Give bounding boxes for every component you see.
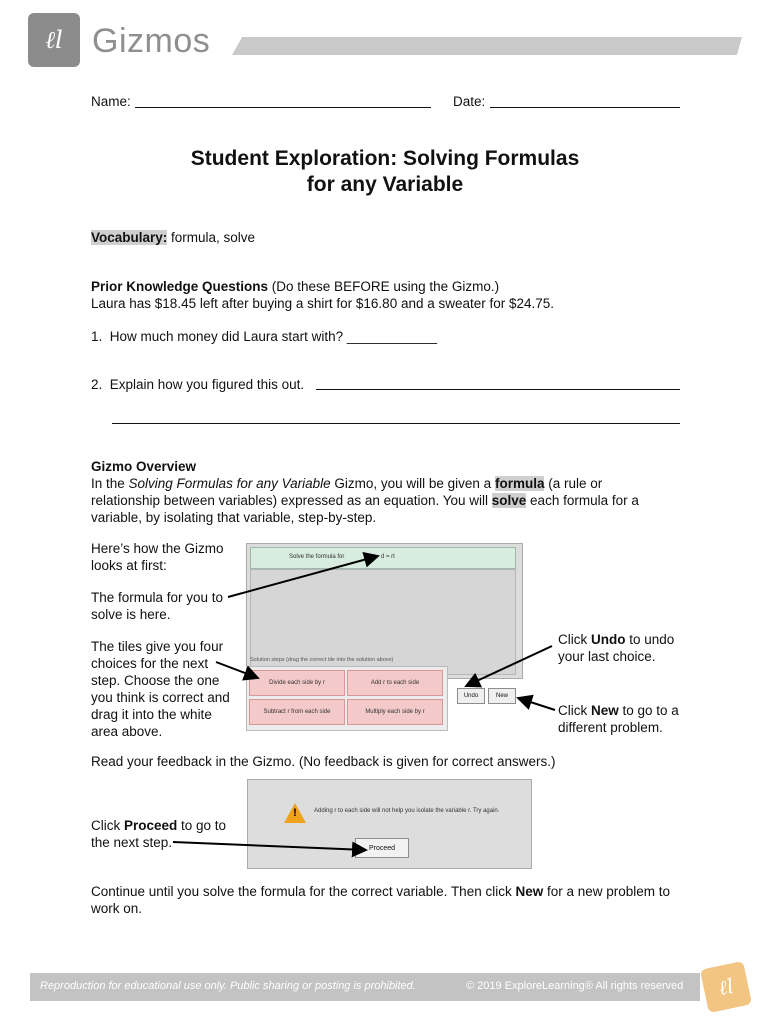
continue-text: Continue until you solve the formula for the correct variable. Then click xyxy=(91,884,516,899)
overview-text: each formula for a variable, by isolating that variable, step-by-step. xyxy=(91,493,639,525)
term-formula: formula xyxy=(494,476,545,491)
footer-logo-badge xyxy=(700,961,752,1013)
proceed-button[interactable]: Proceed xyxy=(355,838,409,858)
prior-heading: Prior Knowledge Questions xyxy=(91,279,269,294)
callout-text: to go to the next step. xyxy=(91,818,227,850)
overview-text: (a rule or relationship between variables) expressed as an equation. You will xyxy=(91,476,603,508)
logo-glyph: ℓl xyxy=(45,25,63,54)
callout-text: Click xyxy=(91,818,124,833)
badge-glyph: ℓl xyxy=(716,973,736,1000)
vocabulary-label: Vocabulary: xyxy=(91,230,168,245)
prior-scenario: Laura has $18.45 left after buying a shirt for $16.80 and a sweater for $24.75. xyxy=(91,296,555,311)
gizmo-name: Solving Formulas for any Variable xyxy=(128,476,331,491)
callout-text: to go to a different problem. xyxy=(558,703,679,735)
feedback-text: Adding r to each side will not help you isolate the variable r. Try again. xyxy=(314,808,500,814)
warning-mark: ! xyxy=(293,807,297,819)
arrow-to-proceed xyxy=(173,842,366,850)
solve-label: Solve the formula for xyxy=(289,554,345,560)
question-1: 1. How much money did Laura start with? ____________ xyxy=(91,329,437,344)
term-solve: solve xyxy=(491,493,527,508)
date-label: Date: xyxy=(453,94,486,109)
prior-note: (Do these BEFORE using the Gizmo.) xyxy=(268,279,500,294)
tile-add[interactable]: Add r to each side xyxy=(347,670,443,696)
feedback-instruction: Read your feedback in the Gizmo. (No feedback is given for correct answers.) xyxy=(91,754,556,769)
proceed-word: Proceed xyxy=(124,818,178,833)
formula-text: d = rt xyxy=(381,554,395,560)
footer-copyright: © 2019 ExploreLearning® All rights reserved xyxy=(466,980,684,992)
arrow-to-undo xyxy=(466,646,552,686)
tiles-caption: Solution steps (drag the correct tile into the solution above) xyxy=(250,657,394,663)
arrow-to-formula xyxy=(228,556,378,597)
new-word: New xyxy=(591,703,619,718)
tile-subtract[interactable]: Subtract r from each side xyxy=(249,699,345,725)
continue-text: for a new problem to work on. xyxy=(91,884,671,916)
overview-heading: Gizmo Overview xyxy=(91,459,197,474)
callout-text: Click xyxy=(558,632,591,647)
undo-word: Undo xyxy=(591,632,626,647)
callout-text: Click xyxy=(558,703,591,718)
vocabulary-terms: formula, solve xyxy=(167,230,256,245)
title-line-2: for any Variable xyxy=(306,173,464,196)
callout-looks: Here’s how the Gizmo looks at first: xyxy=(91,541,224,573)
callout-tiles: The tiles give you four choices for the next step. Choose the one you think is correct and drag it into the white area above. xyxy=(91,639,230,739)
callout-text: to undo your last choice. xyxy=(558,632,675,664)
new-word: New xyxy=(515,884,544,899)
new-button[interactable]: New xyxy=(488,688,516,704)
brand-name: Gizmos xyxy=(92,22,211,60)
tile-multiply[interactable]: Multiply each side by r xyxy=(347,699,443,725)
callout-formula: The formula for you to solve is here. xyxy=(91,590,224,622)
overview-text: Gizmo, you will be given a xyxy=(330,476,495,491)
tile-divide[interactable]: Divide each side by r xyxy=(249,670,345,696)
overview-text: In the xyxy=(91,476,129,491)
arrow-to-new xyxy=(518,698,555,710)
question-2: 2. Explain how you figured this out. xyxy=(91,377,305,392)
title-line-1: Student Exploration: Solving Formulas xyxy=(190,147,580,170)
arrow-to-tiles xyxy=(216,662,258,678)
name-label: Name: xyxy=(91,94,131,109)
footer-notice: Reproduction for educational use only. Public sharing or posting is prohibited. xyxy=(40,980,416,992)
undo-button[interactable]: Undo xyxy=(457,688,485,704)
